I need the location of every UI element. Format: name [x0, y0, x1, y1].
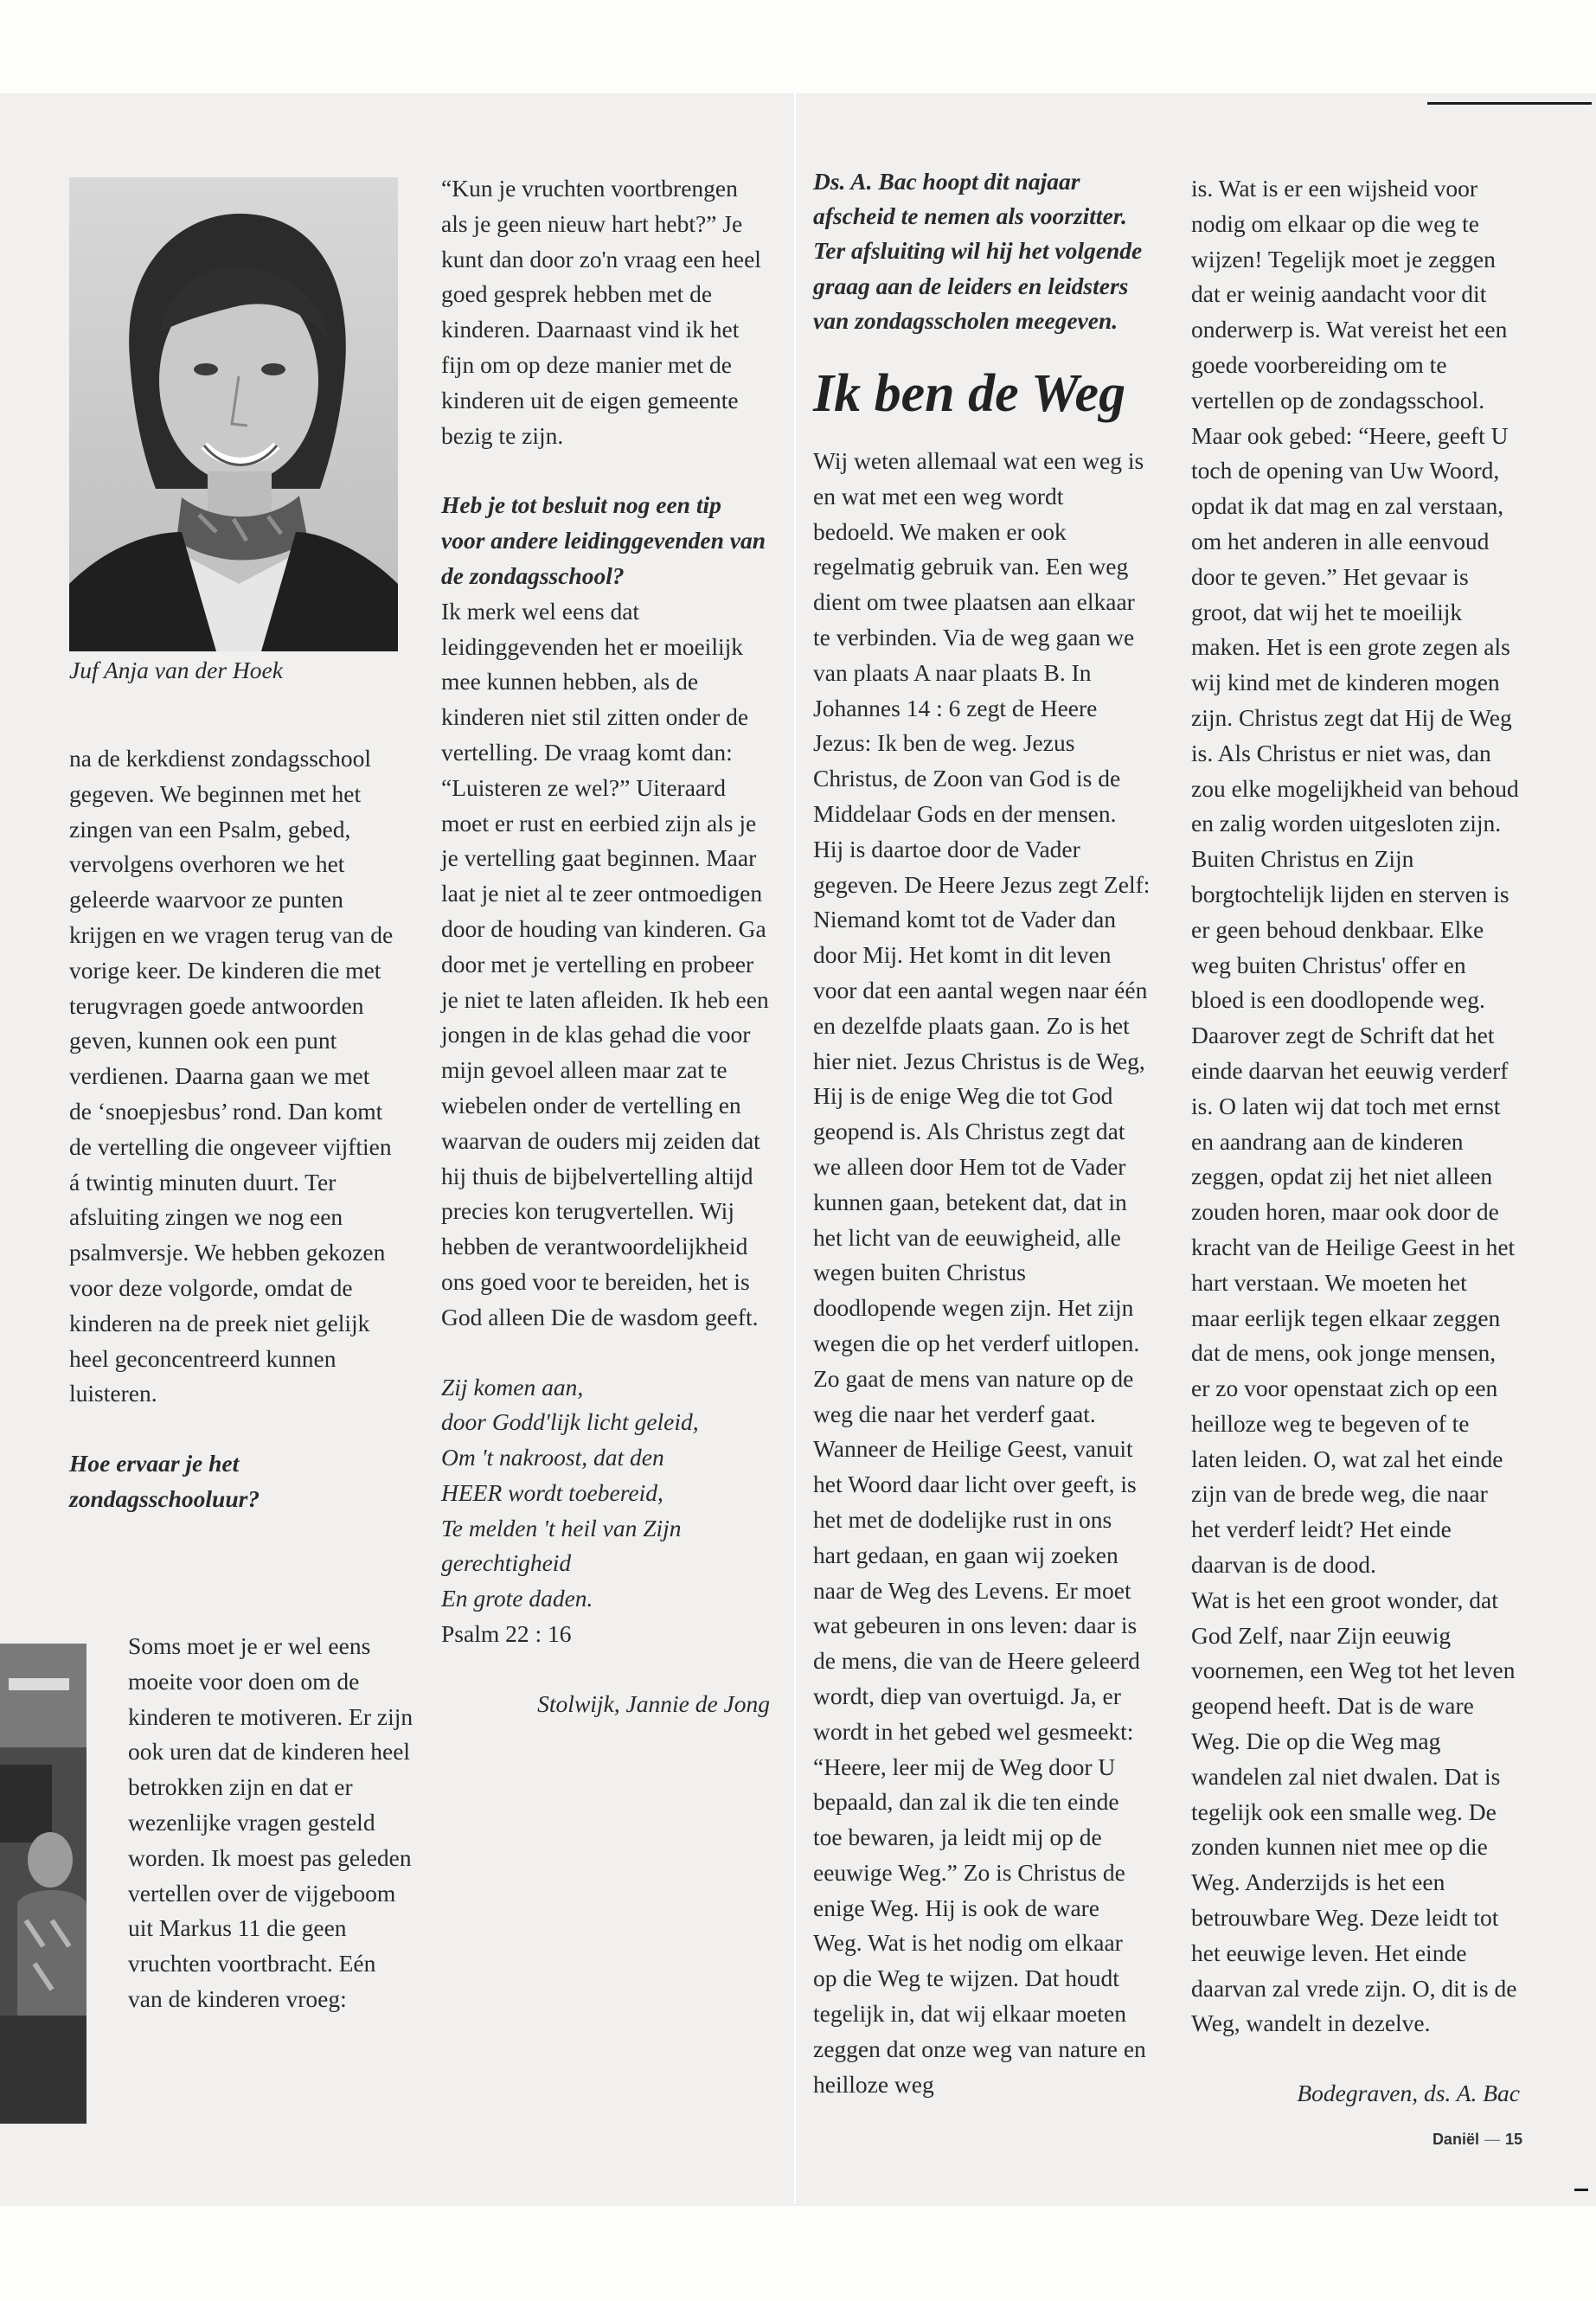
author-signature: Bodegraven, ds. A. Bac [1297, 2080, 1520, 2107]
body-paragraph: Ik merk wel eens dat leidinggevenden het er moeilijk mee kunnen hebben, als de kinderen niet stil zitten onder de vertelling. De vraag komt dan: “Luisteren ze wel?” Uiteraard moet er rust en eerbied zijn als je je vertelling gaat beginnen. Maar laat je niet al te zeer ontmoedigen door de houding van kinderen. Ga door met je vertelling en probeer je niet te laten afleiden. Ik heb een jongen in de klas gehad die voor mijn gevoel alleen maar zat te wiebelen onder de vertelling en waarvan de ouders mij zeiden dat hij thuis de bijbelvertelling altijd precies kon terugvertellen. Wij hebben de verantwoordelijkheid ons goed voor te bereiden, het is God alleen Die de wasdom geeft. [441, 597, 769, 1330]
magazine-name: Daniël [1432, 2131, 1479, 2148]
portrait-illustration [69, 177, 398, 651]
spacer [441, 1652, 770, 1687]
page-footer [1401, 2131, 1522, 2149]
photo-caption: Juf Anja van der Hoek [69, 657, 283, 683]
body-paragraph: Wij weten allemaal wat een weg is en wat met een weg wordt bedoeld. We maken er ook regelmatig gebruik van. Een weg dient om twee plaatsen aan elkaar te verbinden. Via de weg gaan we van plaats A naar plaats B. In Johannes 14 : 6 zegt de Heere Jezus: Ik ben de weg. Jezus Christus, de Zoon van God is de Middelaar Gods en der mensen. Hij is daartoe door de Vader gegeven. De Heere Jezus zegt Zelf: Niemand komt tot de Vader dan door Mij. Het komt in dit leven voor dat een aantal wegen naar één en dezelfde plaats gaan. Zo is het hier niet. Jezus Christus is de Weg, Hij is de enige Weg die tot God geopend is. Als Christus zegt dat we alleen door Hem tot de Vader kunnen gaan, betekent dat, dat in het licht van de eeuwigheid, alle wegen buiten Christus doodlopende wegen zijn. Het zijn wegen die op het verderf uitlopen. Zo gaat de mens van nature op de weg die naar het verderf gaat. Wanneer de Heilige Geest, vanuit het Woord daar licht over geeft, is het met de dodelijke rust in ons hart gedaan, en gaan wij zoeken naar de Weg des Levens. Er moet wat gebeuren in ons leven: daar is de mens, die van de Heere geleerd wordt, diep van overtuigd. Ja, er wordt in het gebed wel gesmeekt: “Heere, leer mij de Weg door U bepaald, dan zal ik die ten einde toe bewaren, ja leidt mij op de eeuwige Weg.” Zo is Christus de enige Weg. Hij is ook de ware Weg. Wat is het nodig om elkaar op die Weg te wijzen. Dat houdt tegelijk in, dat wij elkaar moeten zeggen dat onze weg van nature en heilloze weg [813, 447, 1151, 2098]
column-3 [813, 164, 1151, 2102]
crop-mark-bottom [1574, 2189, 1588, 2191]
column-gutter [794, 93, 796, 2204]
body-paragraph: is. Wat is er een wijsheid voor nodig om elkaar op die weg te wijzen! Tegelijk moet je zeggen dat er weinig aandacht voor dit onderwerp is. Wat vereist het een goede voorbereiding om te vertellen op de zondagsschool. Maar ook gebed: “Heere, geeft U toch de opening van Uw Woord, opdat ik dat mag en zal verstaan, om het anderen in alle eenvoud door te geven.” Het gevaar is groot, dat wij het te moeilijk maken. Het is een grote zegen als wij kind met de kinderen mogen zijn. Christus zegt dat Hij de Weg is. Als Christus er niet was, dan zou elke mogelijkheid van behoud en zalig worden uitgesloten zijn. Buiten Christus en Zijn borgtochtelijk lijden en sterven is er geen behoud denkbaar. Elke weg buiten Christus' offer en bloed is een doodlopende weg. Daarover zegt de Schrift dat het einde daarvan het eeuwig verderf is. O laten wij dat toch met ernst en aandrang aan de kinderen zeggen, opdat zij het niet alleen zouden horen, maar ook door de kracht van de Heilige Geest in het hart verstaan. We moeten het maar eerlijk tegen elkaar zeggen dat de mens, ook jonge mensen, er zo voor openstaat zich op een heilloze weg te begeven of te laten leiden. O, wat zal het einde zijn van de brede weg, die naar het verderf leidt? Het einde daarvan is de dood. [1191, 175, 1519, 1579]
poem-line: Om 't nakroost, dat den [441, 1444, 664, 1471]
body-paragraph: na de kerkdienst zondagsschool gegeven. We beginnen met het zingen van een Psalm, gebed, vervolgens overhoren we het geleerde waarvoor ze punten krijgen en we vragen terug van de vorige keer. De kinderen die met terugvragen goede antwoorden geven, kunnen ook een punt verdienen. Daarna gaan we met de ‘snoepjesbus’ rond. Dan komt de vertelling die ongeveer vijftien á twintig minuten duurt. Ter afsluiting zingen we nog een psalmversje. We hebben gekozen voor deze volgorde, omdat de kinderen na de preek niet gelijk heel geconcentreerd kunnen luisteren. [69, 745, 394, 1407]
spacer [441, 1336, 770, 1370]
spacer [1191, 2041, 1520, 2076]
author-signature: Stolwijk, Jannie de Jong [537, 1689, 770, 1717]
interview-question: Hoe ervaar je het zondagsschooluur? [69, 1450, 260, 1512]
column-2 [441, 171, 770, 1722]
column-1 [69, 741, 398, 1517]
portrait-photo [69, 177, 398, 651]
psalm-quote [441, 1370, 770, 1618]
poem-line: HEER wordt toebereid, [441, 1478, 663, 1506]
psalm-reference: Psalm 22 : 16 [441, 1620, 572, 1648]
column-4 [1191, 171, 1520, 2112]
classroom-illustration [0, 1644, 87, 2124]
poem-line: En grote daden. [441, 1585, 593, 1612]
classroom-photo [0, 1644, 87, 2124]
poem-line: door Godd'lijk licht geleid, [441, 1408, 699, 1436]
scan-top-margin [0, 0, 1596, 93]
crop-mark-top [1427, 102, 1592, 105]
body-paragraph: “Kun je vruchten voortbrengen als je geen nieuw hart hebt?” Je kunt dan door zo'n vraag een heel goed gesprek hebben met de kinderen. Daarnaast vind ik het fijn om op deze manier met de kinderen uit de eigen gemeente bezig te zijn. [441, 175, 761, 449]
poem-line: gerechtigheid [441, 1549, 572, 1577]
interview-question: Heb je tot besluit nog een tip voor andere leidinggevenden van de zondagsschool? [441, 491, 766, 589]
spacer [441, 453, 770, 488]
page-number: 15 [1504, 2131, 1522, 2148]
article-intro: Ds. A. Bac hoopt dit najaar afscheid te nemen als voorzitter. Ter afsluiting wil hij het volgende graag aan de leiders en leidsters van zondagsscholen meegeven. [813, 168, 1143, 334]
spacer [69, 1412, 398, 1446]
body-paragraph-wrap: Soms moet je er wel eens moeite voor doen om de kinderen te motiveren. Er zijn ook uren dat de kinderen heel betrokken zijn en dat er wezenlijke vragen gesteld worden. Ik moest pas geleden vertellen over de vijgeboom uit Markus 11 die geen vruchten voortbracht. Eén van de kinderen vroeg: [128, 1632, 413, 2012]
scan-bottom-margin [0, 2206, 1596, 2301]
poem-line: Zij komen aan, [441, 1373, 584, 1400]
poem-line: Te melden 't heil van Zijn [441, 1514, 682, 1541]
article-headline: Ik ben de Weg [813, 364, 1126, 424]
footer-separator: — [1484, 2131, 1500, 2148]
body-paragraph: Wat is het een groot wonder, dat God Zelf, naar Zijn eeuwig voornemen, een Weg tot het leven geopend heeft. Dat is de ware Weg. Die op die Weg mag wandelen zal niet dwalen. Dat is tegelijk ook een smalle weg. De zonden kunnen niet mee op die Weg. Anderzijds is het een betrouwbare Weg. Deze leidt tot het eeuwige leven. Het einde daarvan zal vrede zijn. O, dit is de Weg, wandelt in dezelve. [1191, 1586, 1517, 2037]
